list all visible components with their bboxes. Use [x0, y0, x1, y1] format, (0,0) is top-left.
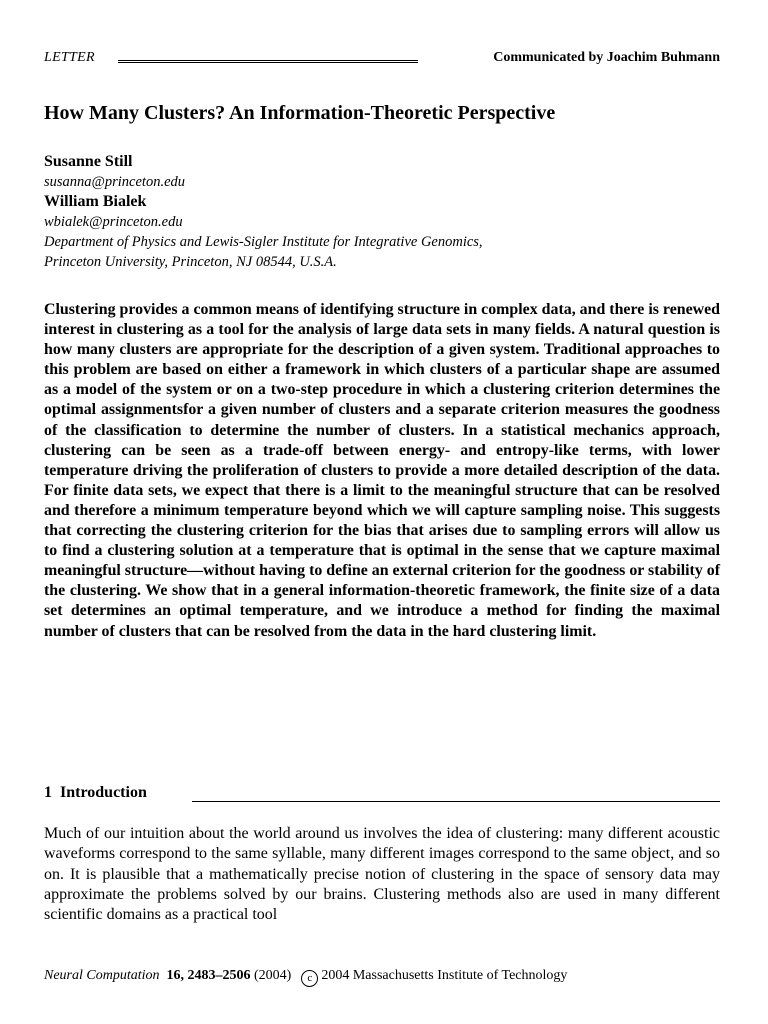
volume-pages: 16, 2483–2506	[166, 968, 251, 983]
section-number: 1	[44, 784, 52, 801]
author-email: wbialek@princeton.edu	[44, 214, 183, 230]
author-name: Susanne Still	[44, 153, 133, 170]
publication-year: (2004)	[254, 968, 292, 983]
author-block	[44, 152, 720, 272]
section-heading	[44, 784, 155, 802]
author-name: William Bialek	[44, 193, 147, 210]
section-rule	[192, 801, 720, 802]
copyright-icon: c	[301, 970, 318, 987]
introduction-paragraph: Much of our intuition about the world around us involves the idea of clustering: many different acoustic waveforms correspond to the same syllable, many different images correspond to the same object, and so on. It is plausible that a mathematically precise notion of clustering in the space of sensory data may approximate the problems solved by our brains. Clustering methods also are used in many different scientific domains as a practical tool	[44, 825, 720, 924]
copyright-text: 2004 Massachusetts Institute of Technology	[321, 968, 568, 983]
section-heading-row	[44, 784, 720, 806]
header-rule	[118, 60, 418, 63]
affiliation-line: Princeton University, Princeton, NJ 08544, U.S.A.	[44, 254, 337, 270]
header-row	[44, 50, 720, 72]
affiliation-line: Department of Physics and Lewis-Sigler Institute for Integrative Genomics,	[44, 234, 483, 250]
author-email: susanna@princeton.edu	[44, 174, 186, 190]
communicated-by: Communicated by Joachim Buhmann	[493, 50, 720, 65]
paper-page	[44, 0, 720, 1024]
journal-name: Neural Computation	[44, 968, 160, 983]
paper-title: How Many Clusters? An Information-Theoretic Perspective	[44, 102, 556, 124]
abstract: Clustering provides a common means of identifying structure in complex data, and there is renewed interest in clustering as a tool for the analysis of large data sets in many fields. A natural question is how many clusters are appropriate for the description of a given system. Traditional approaches to this problem are based on either a framework in which clusters of a particular shape are assumed as a model of the system or on a two-step procedure in which a clustering criterion determines the optimal assignmentsfor a given number of clusters and a separate criterion measures the goodness of the classification to determine the number of clusters. In a statistical mechanics approach, clustering can be seen as a trade-off between energy- and entropy-like terms, with lower temperature driving the proliferation of clusters to provide a more detailed description of the data. For finite data sets, we expect that there is a limit to the meaningful structure that can be resolved and therefore a minimum temperature beyond which we will capture sampling noise. This suggests that correcting the clustering criterion for the bias that arises due to sampling errors will allow us to find a clustering solution at a temperature that is optimal in the sense that we capture maximal meaningful structure—without having to define an external criterion for the goodness or stability of the clustering. We show that in a general information-theoretic framework, the finite size of a data set determines an optimal temperature, and we introduce a method for finding the maximal number of clusters that can be resolved from the data in the hard clustering limit.	[44, 301, 720, 640]
footer-citation	[44, 968, 720, 987]
article-type-label: LETTER	[44, 50, 95, 65]
section-title: Introduction	[60, 784, 147, 801]
